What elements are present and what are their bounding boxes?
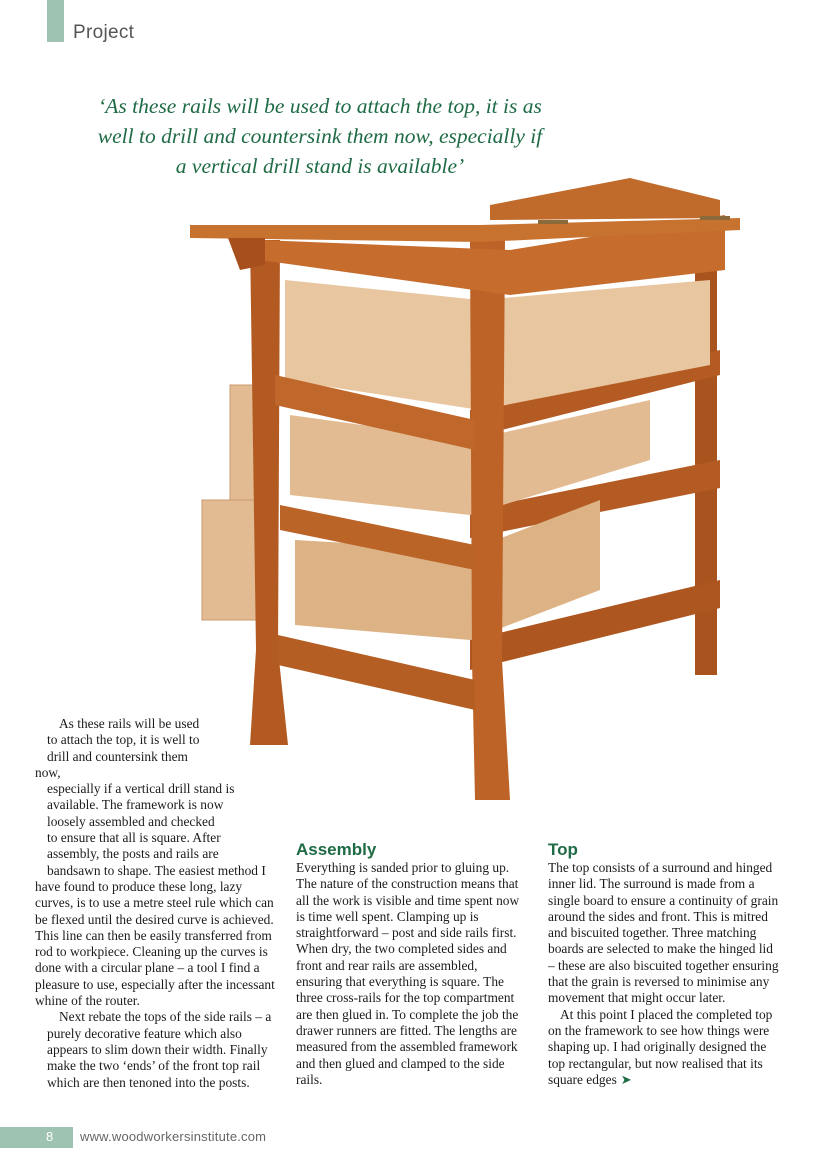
- paragraph: [35, 716, 277, 1009]
- pull-quote-line: a vertical drill stand is available’: [175, 154, 465, 178]
- paragraph: [548, 1007, 780, 1088]
- body-column-3: [548, 840, 780, 1088]
- body-column-1: [35, 716, 277, 1091]
- footer-accent-bar: [0, 1127, 73, 1148]
- hinge: [538, 220, 568, 224]
- text-line: especially if a vertical drill stand is: [47, 781, 235, 797]
- text-line: drill and countersink them now,: [35, 748, 188, 780]
- drawer-side-bottom: [202, 500, 262, 620]
- section-label: Project: [73, 22, 135, 43]
- body-column-2: [296, 840, 524, 1088]
- text-line: available. The framework is now: [47, 797, 224, 813]
- pull-quote: [40, 91, 600, 181]
- paragraph-text: At this point I placed the completed top on the framework to see how things were shaping up. I had originally designed the top rectangular, but now realised that its square edges: [548, 1006, 773, 1087]
- front-left-post: [250, 240, 288, 745]
- text-line: to ensure that all is square. After: [47, 830, 221, 846]
- section-heading-assembly: Assembly: [296, 840, 377, 859]
- paragraph: Everything is sanded prior to gluing up. The nature of the construction means that all the work is visible and time spent now is time well spent. Clamping up is straightforward – post and side rails first. When dry, the two completed sides and front and rear rails are assembled, ensuring that everything is square. The three cross-rails for the top compartment are then glued in. To complete the job the drawer runners are fitted. The lengths are measured from the assembled framework and then glued and clamped to the side rails.: [296, 860, 520, 1087]
- hinge: [700, 216, 730, 220]
- pull-quote-line: well to drill and countersink them now, especially if: [97, 124, 543, 148]
- corbel: [228, 238, 265, 270]
- text-rest: bandsawn to shape. The easiest method I have found to produce these long, lazy curves, is to use a metre steel rule which can be flexed until the desired curve is achieved. This line can then be easily transferred from rod to workpiece. Cleaning up the curves is done with a circular plane – a tool I find a pleasure to use, especially after the incessant whine of the router.: [35, 862, 275, 1009]
- front-rail-lower: [278, 635, 475, 710]
- top-back-curve: [490, 178, 720, 220]
- text-line: As these rails will be used: [59, 716, 200, 731]
- text-line: loosely assembled and checked: [47, 813, 215, 829]
- footer-url: www.woodworkersinstitute.com: [80, 1129, 267, 1144]
- text-line: assembly, the posts and rails are: [47, 846, 219, 862]
- section-heading-top: Top: [548, 840, 578, 859]
- header-accent-bar: [47, 0, 64, 42]
- continue-arrow-icon: ➤: [620, 1071, 632, 1087]
- paragraph: The top consists of a surround and hinged inner lid. The surround is made from a single board to ensure a continuity of grain around the sides and front. This is mitred and biscuited together. Three matching boards are selected to make the hinged lid – these are also biscuited together ensuring that the grain is reversed to minimise any movement that might occur later.: [548, 860, 779, 1006]
- paragraph: Next rebate the tops of the side rails – a purely decorative feature which also appears to slim down their width. Finally make the two ‘ends’ of the front top rail which are then tenoned into the posts.: [47, 1009, 272, 1090]
- page-number: 8: [46, 1129, 54, 1144]
- pull-quote-line: ‘As these rails will be used to attach the top, it is as: [98, 94, 542, 118]
- text-line: to attach the top, it is well to: [47, 732, 200, 748]
